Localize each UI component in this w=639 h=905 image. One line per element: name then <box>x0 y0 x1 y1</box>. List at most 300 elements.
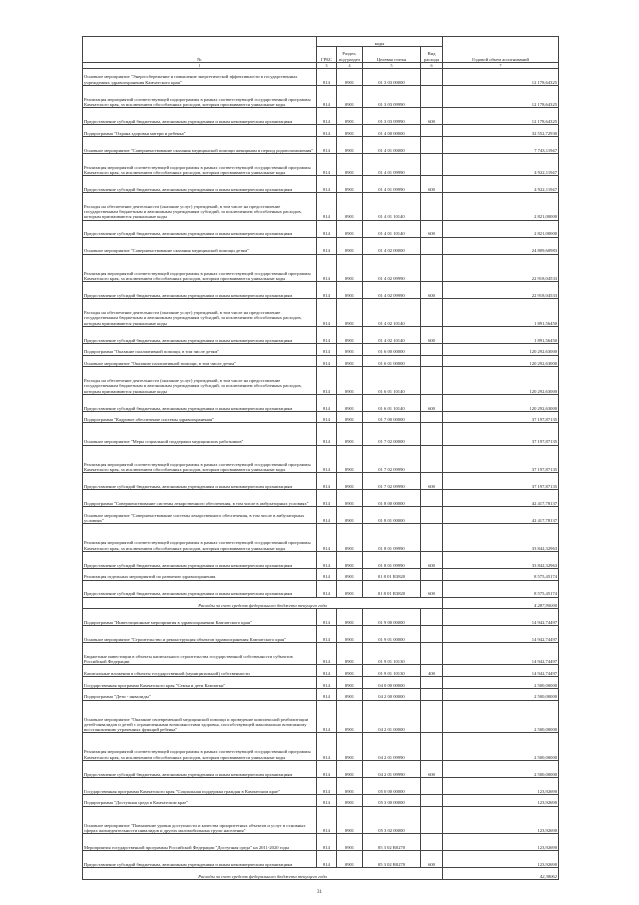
row-tselevaya-statya: 01 4 02 09990 <box>363 282 421 299</box>
table-row <box>83 760 559 777</box>
row-vid-raskhoda <box>421 806 443 834</box>
row-tselevaya-statya: 01 9 01 10130 <box>363 643 421 665</box>
row-name: Предоставление субсидий бюджетным, автономным учреждениям и иным некоммерческим организациям <box>83 851 317 868</box>
row-amount: 37 197,87135 <box>443 411 559 423</box>
row-razdel: 0901 <box>337 700 363 733</box>
row-grbs: 814 <box>317 568 337 580</box>
row-tselevaya-statya: 05 3 02 R0270 <box>363 834 421 851</box>
row-tselevaya-statya: 01 4 01 09990 <box>363 153 421 175</box>
table-row <box>83 473 559 490</box>
row-name: Предоставление субсидий бюджетным, автономным учреждениям и иным некоммерческим организациям <box>83 580 317 597</box>
table-row <box>83 299 559 327</box>
table-row <box>83 851 559 868</box>
row-name: Расходы на обеспечение деятельности (оказание услуг) учреждений, в том числе на предоставление государственным бюджетным и автономным учреждениям субсидий, за исключением обособленных расходов, которым присваиваются уникальные коды <box>83 193 317 221</box>
row-vid-raskhoda <box>421 125 443 137</box>
table-row <box>83 220 559 237</box>
note-amount: 4 287,90000 <box>443 597 559 609</box>
row-razdel: 0901 <box>337 108 363 125</box>
row-razdel: 0901 <box>337 626 363 643</box>
row-vid-raskhoda: 600 <box>421 760 443 777</box>
row-tselevaya-statya: 01 6 00 00000 <box>363 343 421 355</box>
row-amount: 33 842,32963 <box>443 524 559 552</box>
row-vid-raskhoda <box>421 490 443 507</box>
row-razdel: 0901 <box>337 507 363 524</box>
row-tselevaya-statya: 01 8 01 00000 <box>363 507 421 524</box>
row-razdel: 0901 <box>337 806 363 834</box>
row-tselevaya-statya: 01 4 02 00000 <box>363 237 421 254</box>
row-razdel: 0901 <box>337 193 363 221</box>
row-razdel: 0901 <box>337 473 363 490</box>
row-razdel: 0901 <box>337 237 363 254</box>
row-grbs: 814 <box>317 677 337 689</box>
row-amount: 2 500,00000 <box>443 677 559 689</box>
row-razdel: 0901 <box>337 367 363 395</box>
row-razdel: 0901 <box>337 551 363 568</box>
row-razdel: 0901 <box>337 524 363 552</box>
row-tselevaya-statya: 01 9 00 00000 <box>363 609 421 626</box>
row-grbs: 814 <box>317 423 337 445</box>
row-vid-raskhoda <box>421 507 443 524</box>
row-amount: 22 918,04533 <box>443 282 559 299</box>
row-amount: 2 500,00000 <box>443 760 559 777</box>
row-vid-raskhoda <box>421 423 443 445</box>
row-vid-raskhoda <box>421 568 443 580</box>
row-grbs: 814 <box>317 551 337 568</box>
row-vid-raskhoda <box>421 411 443 423</box>
row-name: Подпрограмма "Кадровое обеспечение системы здравоохранения" <box>83 411 317 423</box>
row-tselevaya-statya: 01 9 01 00000 <box>363 626 421 643</box>
table-row <box>83 326 559 343</box>
row-razdel: 0901 <box>337 568 363 580</box>
row-razdel: 0901 <box>337 355 363 367</box>
row-grbs: 814 <box>317 700 337 733</box>
row-name: Реализация мероприятий соответствующей подпрограммы в рамках соответствующей государственной программы Камчатского края, за исключением обособленных расходов, которым присваиваются уникальные коды <box>83 733 317 761</box>
row-amount: 33 842,32963 <box>443 551 559 568</box>
row-grbs: 814 <box>317 626 337 643</box>
row-tselevaya-statya: 05 0 00 00000 <box>363 777 421 794</box>
row-razdel: 0901 <box>337 851 363 868</box>
note-text: Расходы за счет средств федерального бюджета текущего года <box>83 597 443 609</box>
row-name: Основное мероприятие "Строительство и реконструкция объектов здравоохранения Камчатского края" <box>83 626 317 643</box>
row-vid-raskhoda: 600 <box>421 394 443 411</box>
row-razdel: 0901 <box>337 760 363 777</box>
row-amount: 2 821,00000 <box>443 193 559 221</box>
row-vid-raskhoda: 600 <box>421 176 443 193</box>
row-grbs: 814 <box>317 343 337 355</box>
table-row <box>83 580 559 597</box>
row-name: Капитальные вложения в объекты государственной (муниципальной) собственности <box>83 665 317 677</box>
row-grbs: 814 <box>317 299 337 327</box>
row-vid-raskhoda <box>421 299 443 327</box>
row-vid-raskhoda <box>421 136 443 153</box>
row-amount: 14 942,74497 <box>443 665 559 677</box>
table-row <box>83 125 559 137</box>
row-vid-raskhoda: 400 <box>421 665 443 677</box>
row-vid-raskhoda <box>421 643 443 665</box>
table-row <box>83 665 559 677</box>
row-grbs: 814 <box>317 69 337 86</box>
note-amount: 42,38062 <box>443 868 559 880</box>
row-vid-raskhoda <box>421 367 443 395</box>
row-amount: 123,92690 <box>443 851 559 868</box>
table-row <box>83 445 559 473</box>
row-amount: 120 292,63000 <box>443 367 559 395</box>
row-amount: 37 197,87135 <box>443 445 559 473</box>
page-number: 31 <box>317 890 322 895</box>
row-tselevaya-statya: 01 7 00 00000 <box>363 411 421 423</box>
row-vid-raskhoda <box>421 777 443 794</box>
row-vid-raskhoda <box>421 343 443 355</box>
table-body <box>83 69 559 880</box>
row-tselevaya-statya: 01 8 01 09990 <box>363 524 421 552</box>
row-amount: 22 918,04533 <box>443 254 559 282</box>
row-name: Основное мероприятие "Совершенствование оказания медицинской помощи женщинам в период родовспоможения" <box>83 136 317 153</box>
row-tselevaya-statya: 05 3 02 00000 <box>363 806 421 834</box>
row-name: Подпрограмма "Дети - инвалиды" <box>83 688 317 700</box>
row-name: Основное мероприятие "Оказание своевременной медицинской помощи и проведение комплексной реабилитации детей-инвалидов и детей с ограниченными возможностями здоровья, способствующей максимально возможному восстановлению утраченных функций ребенка" <box>83 700 317 733</box>
header-grbs: ГРБС <box>317 47 337 63</box>
row-name: Реализация мероприятий соответствующей подпрограммы в рамках соответствующей государственной программы Камчатского края, за исключением обособленных расходов, которым присваиваются уникальные коды <box>83 85 317 107</box>
row-name: Основное мероприятие "Совершенствование системы лекарственного обеспечения, в том числе в амбулаторных условиях" <box>83 507 317 524</box>
table-row <box>83 136 559 153</box>
row-razdel: 0901 <box>337 777 363 794</box>
row-tselevaya-statya: 01 7 02 00000 <box>363 423 421 445</box>
row-amount: 123,92690 <box>443 794 559 806</box>
row-grbs: 814 <box>317 473 337 490</box>
row-tselevaya-statya: 01 4 00 00000 <box>363 125 421 137</box>
row-razdel: 0901 <box>337 411 363 423</box>
row-vid-raskhoda <box>421 688 443 700</box>
row-grbs: 814 <box>317 282 337 299</box>
table-row <box>83 367 559 395</box>
row-tselevaya-statya: 01 6 01 10140 <box>363 394 421 411</box>
table-row <box>83 254 559 282</box>
row-name: Предоставление субсидий бюджетным, автономным учреждениям и иным некоммерческим организациям <box>83 176 317 193</box>
row-grbs: 814 <box>317 777 337 794</box>
row-vid-raskhoda <box>421 69 443 86</box>
row-grbs: 814 <box>317 490 337 507</box>
row-tselevaya-statya: 01 7 02 09990 <box>363 473 421 490</box>
row-razdel: 0901 <box>337 665 363 677</box>
row-name: Предоставление субсидий бюджетным, автономным учреждениям и иным некоммерческим организациям <box>83 760 317 777</box>
row-amount: 7 743,11947 <box>443 136 559 153</box>
row-vid-raskhoda <box>421 153 443 175</box>
row-grbs: 814 <box>317 733 337 761</box>
row-amount: 42 417,78137 <box>443 507 559 524</box>
row-name: Подпрограмма "Доступная среда в Камчатском крае" <box>83 794 317 806</box>
row-tselevaya-statya: 01 4 02 09990 <box>363 254 421 282</box>
row-vid-raskhoda <box>421 794 443 806</box>
row-vid-raskhoda: 600 <box>421 473 443 490</box>
row-razdel: 0901 <box>337 299 363 327</box>
row-name: Мероприятия государственной программы Российской Федерации "Доступная среда" на 2011-2020 годы <box>83 834 317 851</box>
row-razdel: 0901 <box>337 176 363 193</box>
row-vid-raskhoda <box>421 193 443 221</box>
row-grbs: 814 <box>317 355 337 367</box>
row-name: Подпрограмма "Инвестиционные мероприятия в здравоохранении Камчатского края" <box>83 609 317 626</box>
row-grbs: 814 <box>317 176 337 193</box>
row-vid-raskhoda <box>421 355 443 367</box>
row-vid-raskhoda <box>421 677 443 689</box>
row-vid-raskhoda: 600 <box>421 551 443 568</box>
row-name: Предоставление субсидий бюджетным, автономным учреждениям и иным некоммерческим организациям <box>83 220 317 237</box>
row-amount: 4 922,11947 <box>443 176 559 193</box>
note-text: Расходы за счет средств федерального бюджета текущего года <box>83 868 443 880</box>
row-grbs: 814 <box>317 326 337 343</box>
row-tselevaya-statya: 04 2 01 00000 <box>363 700 421 733</box>
row-razdel: 0901 <box>337 125 363 137</box>
row-tselevaya-statya: 01 6 01 00000 <box>363 355 421 367</box>
column-index: 7 <box>443 63 559 69</box>
table-row <box>83 411 559 423</box>
federal-budget-note-row <box>83 597 559 609</box>
row-amount: 12 178,64325 <box>443 69 559 86</box>
row-razdel: 0901 <box>337 85 363 107</box>
row-razdel: 0901 <box>337 254 363 282</box>
row-vid-raskhoda: 600 <box>421 851 443 868</box>
row-name: Реализация мероприятий соответствующей подпрограммы в рамках соответствующей государственной программы Камчатского края, за исключением обособленных расходов, которым присваиваются уникальные коды <box>83 445 317 473</box>
row-name: Реализация мероприятий соответствующей подпрограммы в рамках соответствующей государственной программы Камчатского края, за исключением обособленных расходов, которым присваиваются уникальные коды <box>83 524 317 552</box>
row-amount: 2 500,00000 <box>443 700 559 733</box>
row-razdel: 0901 <box>337 643 363 665</box>
column-index: 4 <box>337 63 363 69</box>
row-name: Расходы на обеспечение деятельности (оказание услуг) учреждений, в том числе на предоставление государственным бюджетным и автономным учреждениям субсидий, за исключением обособленных расходов, которым присваиваются уникальные коды <box>83 299 317 327</box>
table-row <box>83 237 559 254</box>
row-name: Государственная программа Камчатского края "Социальная поддержка граждан в Камчатском крае" <box>83 777 317 794</box>
table-row <box>83 282 559 299</box>
federal-budget-note-row <box>83 868 559 880</box>
row-grbs: 814 <box>317 394 337 411</box>
row-name: Государственная программа Камчатского края "Семья и дети Камчатки" <box>83 677 317 689</box>
row-tselevaya-statya: 05 3 02 R0270 <box>363 851 421 868</box>
row-name: Реализация отдельных мероприятий по развитию здравоохранения <box>83 568 317 580</box>
row-amount: 2 821,00000 <box>443 220 559 237</box>
table-row <box>83 688 559 700</box>
row-name: Основное мероприятие "Энергосбережение и повышение энергетической эффективности в государственных учреждениях здравоохранения Камчатского края" <box>83 69 317 86</box>
table-row <box>83 700 559 733</box>
row-name: Реализация мероприятий соответствующей подпрограммы в рамках соответствующей государственной программы Камчатского края, за исключением обособленных расходов, которым присваиваются уникальные коды <box>83 254 317 282</box>
row-grbs: 814 <box>317 794 337 806</box>
row-tselevaya-statya: 04 2 00 00000 <box>363 688 421 700</box>
table-header <box>83 37 559 69</box>
row-amount: 2 500,00000 <box>443 733 559 761</box>
row-name: Предоставление субсидий бюджетным, автономным учреждениям и иным некоммерческим организациям <box>83 282 317 299</box>
row-grbs: 814 <box>317 108 337 125</box>
table-row <box>83 643 559 665</box>
row-vid-raskhoda: 600 <box>421 282 443 299</box>
row-amount: 123,92690 <box>443 777 559 794</box>
row-tselevaya-statya: 01 8 01 09990 <box>363 551 421 568</box>
row-vid-raskhoda <box>421 609 443 626</box>
row-name: Основное мероприятие "Оказание паллиативной помощи, в том числе детям" <box>83 355 317 367</box>
row-tselevaya-statya: 04 2 01 09990 <box>363 733 421 761</box>
row-tselevaya-statya: 01 6 01 10140 <box>363 367 421 395</box>
row-name: Предоставление субсидий бюджетным, автономным учреждениям и иным некоммерческим организациям <box>83 551 317 568</box>
header-razdel: Раздел, под-раздел <box>337 47 363 63</box>
row-grbs: 814 <box>317 254 337 282</box>
row-vid-raskhoda <box>421 626 443 643</box>
row-amount: 1 891,56450 <box>443 299 559 327</box>
table-row <box>83 794 559 806</box>
row-tselevaya-statya: 01 4 01 10140 <box>363 220 421 237</box>
row-razdel: 0901 <box>337 609 363 626</box>
row-grbs: 814 <box>317 806 337 834</box>
budget-table <box>82 36 559 880</box>
row-vid-raskhoda <box>421 834 443 851</box>
row-grbs: 814 <box>317 220 337 237</box>
row-razdel: 0901 <box>337 677 363 689</box>
header-sum: Годовой объем ассигнований <box>443 37 559 63</box>
row-name: Основное мероприятие "Повышение уровня доступности и качества приоритетных объектов и услуг в основных сферах жизнедеятельности инвалидов и других маломобильных групп населения" <box>83 806 317 834</box>
row-tselevaya-statya: 01 9 01 10130 <box>363 665 421 677</box>
table-row <box>83 394 559 411</box>
header-tselevaya-statya: Целевая статья <box>363 47 421 63</box>
column-index: 3 <box>317 63 337 69</box>
row-amount: 120 292,63000 <box>443 394 559 411</box>
header-vid-raskhoda: Вид расхода <box>421 47 443 63</box>
row-amount: 42 417,78137 <box>443 490 559 507</box>
row-razdel: 0901 <box>337 490 363 507</box>
row-amount: 37 197,87135 <box>443 473 559 490</box>
row-amount: 14 942,74497 <box>443 626 559 643</box>
table-row <box>83 626 559 643</box>
row-razdel: 0901 <box>337 834 363 851</box>
row-razdel: 0901 <box>337 688 363 700</box>
row-grbs: 814 <box>317 643 337 665</box>
row-amount: 37 197,87135 <box>443 423 559 445</box>
row-name: Подпрограмма "Охрана здоровья матери и ребенка" <box>83 125 317 137</box>
row-tselevaya-statya: 01 3 03 09990 <box>363 85 421 107</box>
row-name: Предоставление субсидий бюджетным, автономным учреждениям и иным некоммерческим организациям <box>83 326 317 343</box>
table-row <box>83 85 559 107</box>
row-razdel: 0901 <box>337 282 363 299</box>
table-row <box>83 551 559 568</box>
row-grbs: 814 <box>317 367 337 395</box>
row-tselevaya-statya: 01 3 03 09990 <box>363 108 421 125</box>
row-vid-raskhoda: 600 <box>421 326 443 343</box>
table-row <box>83 355 559 367</box>
row-name: Предоставление субсидий бюджетным, автономным учреждениям и иным некоммерческим организациям <box>83 108 317 125</box>
row-vid-raskhoda <box>421 733 443 761</box>
table-row <box>83 733 559 761</box>
table-row <box>83 806 559 834</box>
row-name: Бюджетные инвестиции в объекты капитального строительства государственной собственности субъектов Российской Федерации <box>83 643 317 665</box>
row-razdel: 0901 <box>337 343 363 355</box>
row-grbs: 814 <box>317 524 337 552</box>
row-name: Предоставление субсидий бюджетным, автономным учреждениям и иным некоммерческим организациям <box>83 473 317 490</box>
row-razdel: 0901 <box>337 733 363 761</box>
row-tselevaya-statya: 01 4 01 00000 <box>363 136 421 153</box>
row-grbs: 814 <box>317 193 337 221</box>
row-grbs: 814 <box>317 85 337 107</box>
header-codes: коды <box>317 37 443 47</box>
row-grbs: 814 <box>317 834 337 851</box>
column-index: 5 <box>363 63 421 69</box>
column-index: 1 <box>83 63 317 69</box>
table-row <box>83 507 559 524</box>
row-razdel: 0901 <box>337 445 363 473</box>
row-razdel: 0901 <box>337 580 363 597</box>
table-row <box>83 343 559 355</box>
row-razdel: 0901 <box>337 423 363 445</box>
table-row <box>83 677 559 689</box>
table-row <box>83 193 559 221</box>
table-row <box>83 423 559 445</box>
row-razdel: 0901 <box>337 326 363 343</box>
header-num: № <box>83 37 317 63</box>
row-amount: 14 942,74497 <box>443 643 559 665</box>
row-grbs: 814 <box>317 237 337 254</box>
row-amount: 2 500,00000 <box>443 688 559 700</box>
row-amount: 24 809,60983 <box>443 237 559 254</box>
row-razdel: 0901 <box>337 220 363 237</box>
row-tselevaya-statya: 01 8 01 R3820 <box>363 568 421 580</box>
row-vid-raskhoda: 600 <box>421 108 443 125</box>
row-vid-raskhoda <box>421 700 443 733</box>
row-tselevaya-statya: 04 0 00 00000 <box>363 677 421 689</box>
row-grbs: 814 <box>317 507 337 524</box>
row-tselevaya-statya: 05 3 00 00000 <box>363 794 421 806</box>
table-row <box>83 108 559 125</box>
row-vid-raskhoda <box>421 85 443 107</box>
row-tselevaya-statya: 04 2 01 09990 <box>363 760 421 777</box>
row-grbs: 814 <box>317 125 337 137</box>
row-grbs: 814 <box>317 688 337 700</box>
row-grbs: 814 <box>317 609 337 626</box>
row-name: Основное мероприятие "Совершенствование оказания медицинской помощи детям" <box>83 237 317 254</box>
table-row <box>83 69 559 86</box>
row-amount: 120 292,63000 <box>443 355 559 367</box>
row-tselevaya-statya: 01 4 02 10140 <box>363 299 421 327</box>
row-grbs: 814 <box>317 136 337 153</box>
row-amount: 8 575,45174 <box>443 568 559 580</box>
row-grbs: 814 <box>317 411 337 423</box>
row-name: Реализация мероприятий соответствующей подпрограммы в рамках соответствующей государственной программы Камчатского края, за исключением обособленных расходов, которым присваиваются уникальные коды <box>83 153 317 175</box>
row-tselevaya-statya: 01 7 02 09990 <box>363 445 421 473</box>
row-amount: 120 292,63000 <box>443 343 559 355</box>
row-tselevaya-statya: 01 4 01 09990 <box>363 176 421 193</box>
row-grbs: 814 <box>317 580 337 597</box>
row-name: Основное мероприятие "Меры социальной поддержки медицинских работников" <box>83 423 317 445</box>
row-razdel: 0901 <box>337 153 363 175</box>
row-grbs: 814 <box>317 851 337 868</box>
row-amount: 32 552,72930 <box>443 125 559 137</box>
row-name: Подпрограмма "Оказание паллиативной помощи, в том числе детям" <box>83 343 317 355</box>
row-name: Расходы на обеспечение деятельности (оказание услуг) учреждений, в том числе на предоставление государственным бюджетным и автономным учреждениям субсидий, за исключением обособленных расходов, которым присваиваются уникальные коды <box>83 367 317 395</box>
row-tselevaya-statya: 01 3 03 00000 <box>363 69 421 86</box>
row-amount: 14 942,74497 <box>443 609 559 626</box>
table-row <box>83 176 559 193</box>
column-index: 6 <box>421 63 443 69</box>
row-tselevaya-statya: 01 8 01 R3820 <box>363 580 421 597</box>
row-name: Подпрограмма "Совершенствование системы лекарственного обеспечения, в том числе в амбулаторных условиях" <box>83 490 317 507</box>
row-amount: 123,92690 <box>443 806 559 834</box>
row-grbs: 814 <box>317 445 337 473</box>
row-amount: 1 891,56450 <box>443 326 559 343</box>
row-vid-raskhoda: 600 <box>421 580 443 597</box>
table-row <box>83 834 559 851</box>
row-tselevaya-statya: 01 4 02 10140 <box>363 326 421 343</box>
table-row <box>83 609 559 626</box>
row-grbs: 814 <box>317 153 337 175</box>
row-vid-raskhoda <box>421 254 443 282</box>
row-tselevaya-statya: 01 4 01 10140 <box>363 193 421 221</box>
row-grbs: 814 <box>317 665 337 677</box>
row-razdel: 0901 <box>337 794 363 806</box>
row-amount: 8 575,45174 <box>443 580 559 597</box>
row-vid-raskhoda <box>421 524 443 552</box>
row-razdel: 0901 <box>337 69 363 86</box>
